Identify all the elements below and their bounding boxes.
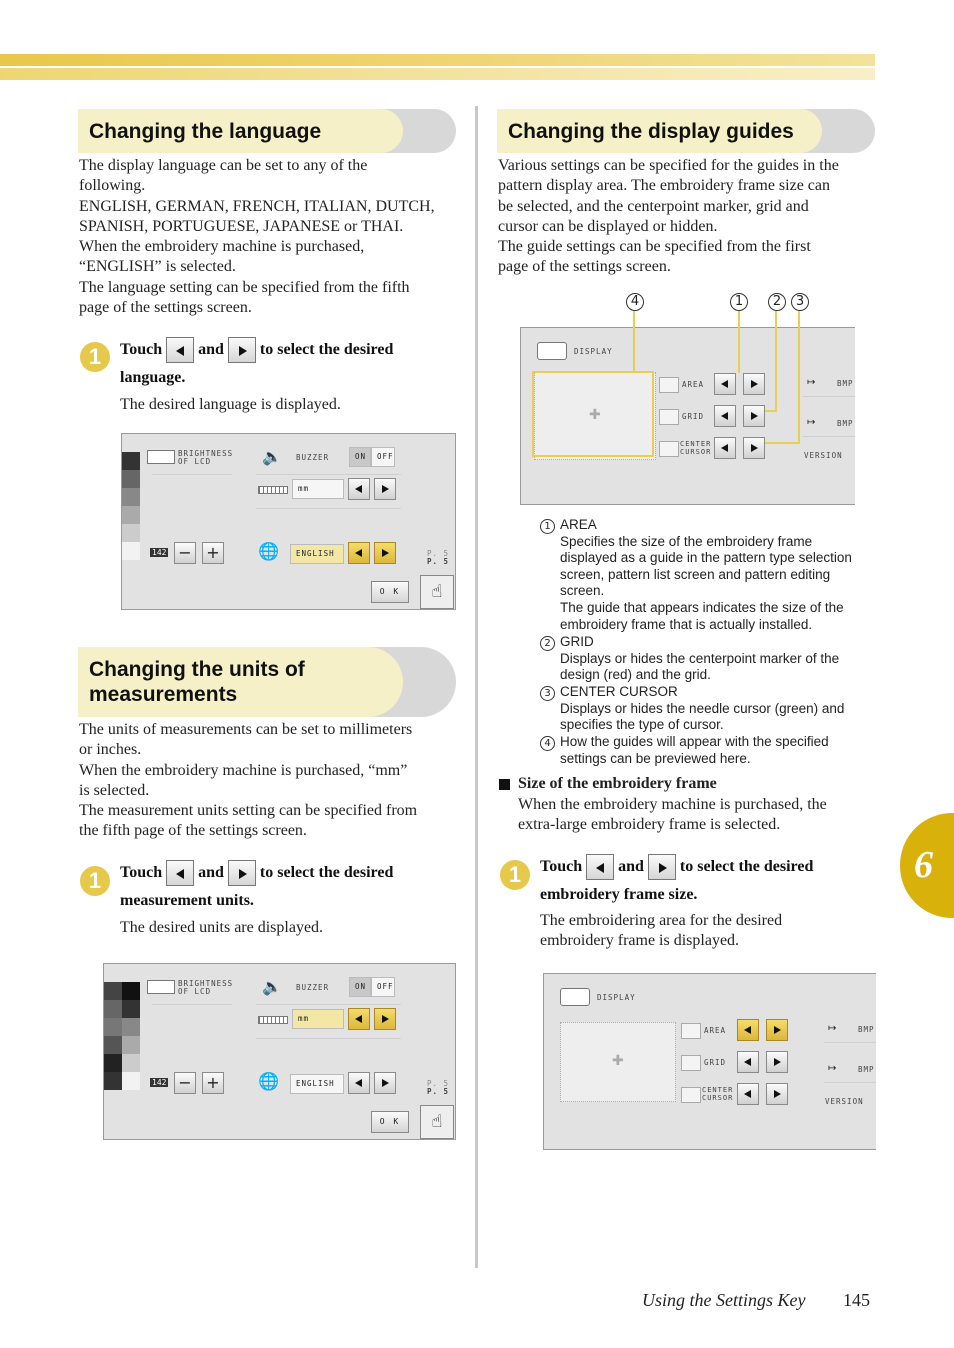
brightness-swatch: [122, 1072, 140, 1090]
settings-screen-units: [103, 963, 456, 1140]
language-body: The display language can be set to any of the following. ENGLISH, GERMAN, FRENCH, ITALIAN, DUTCH, SPANISH, PORTUGUESE, JAPANESE or THAI. When the embroidery machine is purchased, “ENGLISH” is selected. The language setting can be specified from the fifth page of the settings screen.: [79, 157, 435, 317]
speaker-icon: 🔈: [262, 977, 282, 996]
legend-num: 1: [540, 519, 555, 534]
display-screen-frame: [543, 973, 876, 1150]
legend-num: 3: [540, 686, 555, 701]
brightness-swatch: [122, 1000, 140, 1018]
counter-badge: 142: [152, 1078, 167, 1087]
guides-step: Touch and to select the desired embroidery frame size.: [540, 853, 880, 909]
buzzer-on-toggle[interactable]: ON: [349, 447, 371, 467]
ruler-icon: [258, 1016, 288, 1024]
footer-title: Using the Settings Key: [642, 1290, 806, 1310]
leader-line-2: [775, 311, 777, 411]
cursor-icon: [659, 441, 679, 457]
units-result: The desired units are displayed.: [120, 919, 324, 936]
section-header-units: [78, 647, 456, 717]
subhead-frame-size: Size of the embroidery frame: [518, 775, 717, 792]
square-bullet-icon: [499, 779, 510, 790]
area-label: AREA: [704, 1026, 727, 1035]
speaker-icon: 🔈: [262, 447, 282, 466]
brightness-swatch: [122, 1018, 140, 1036]
grid-right-button[interactable]: [766, 1051, 788, 1073]
section-title: Changing the language: [89, 120, 322, 143]
right-arrow-key-icon: [228, 860, 256, 886]
buzzer-label: BUZZER: [296, 453, 330, 462]
step-number: 1: [80, 342, 110, 372]
hand-icon[interactable]: ☝: [420, 575, 454, 609]
grid-left-button[interactable]: [714, 405, 736, 427]
section-title: Changing the display guides: [508, 120, 794, 143]
brightness-swatch: [104, 1036, 122, 1054]
guides-result: The embroidering area for the desired embroidery frame is displayed.: [540, 912, 783, 950]
brightness-label: BRIGHTNESS OF LCD: [178, 449, 234, 466]
cursor-right-button[interactable]: [766, 1083, 788, 1105]
counter-badge: 142: [152, 548, 167, 557]
section-header-guides: [497, 109, 875, 153]
brightness-swatch: [122, 982, 140, 1000]
header-stripe-bottom: [0, 68, 875, 80]
legend-item-area: AREA Specifies the size of the embroidery frame displayed as a guide in the pattern type selection screen, pattern list screen and pattern editing screen. The guide that appears indicates the size of the embroidery frame that is actually installed.: [560, 517, 852, 632]
ok-button[interactable]: O K: [371, 1111, 409, 1133]
page-indicator: P. 5 P. 5: [427, 549, 450, 566]
area-left-button[interactable]: [737, 1019, 759, 1041]
unit-left-button[interactable]: [348, 1008, 370, 1030]
grid-icon: [659, 409, 679, 425]
brightness-swatch: [122, 506, 140, 524]
area-right-button[interactable]: [766, 1019, 788, 1041]
page-number: 145: [843, 1290, 870, 1310]
buzzer-off-toggle[interactable]: OFF: [371, 977, 395, 997]
right-arrow-key-icon: [228, 337, 256, 363]
leader-line-3: [798, 311, 800, 444]
preview-area: [560, 1022, 676, 1102]
brightness-swatch: [122, 1036, 140, 1054]
cursor-left-button[interactable]: [737, 1083, 759, 1105]
bmp-label: BMP: [858, 1065, 875, 1074]
language-left-button[interactable]: [348, 542, 370, 564]
guides-body: Various settings can be specified for the guides in the pattern display area. The embroidery frame size can be selected, and the centerpoint marker, grid and cursor can be displayed or hidden. The guide settings can be specified from the first page of the settings screen.: [498, 157, 839, 276]
leader-line-3h: [765, 442, 800, 444]
center-cursor-label: CENTER CURSOR: [680, 440, 712, 456]
brightness-minus-button[interactable]: [174, 542, 196, 564]
frame-height-icon: ↦: [807, 417, 816, 428]
display-icon: [537, 342, 567, 360]
legend-num: 2: [540, 636, 555, 651]
leader-line-1: [738, 311, 740, 373]
brightness-plus-button[interactable]: [202, 542, 224, 564]
brightness-swatch: [122, 542, 140, 560]
center-cursor-label: CENTER CURSOR: [702, 1086, 734, 1102]
brightness-swatch: [104, 1018, 122, 1036]
version-label: VERSION: [804, 451, 843, 460]
hand-icon[interactable]: ☝: [420, 1105, 454, 1139]
section-title: Changing the units of measurements: [89, 658, 305, 706]
language-step: Touch and to select the desired language.: [120, 336, 460, 392]
center-marker-icon: ✚: [612, 1053, 624, 1069]
buzzer-on-toggle[interactable]: ON: [349, 977, 371, 997]
ok-button[interactable]: O K: [371, 581, 409, 603]
callout-4: 4: [626, 293, 644, 311]
cursor-icon: [681, 1087, 701, 1103]
left-arrow-key-icon: [166, 337, 194, 363]
step-number: 1: [500, 860, 530, 890]
buzzer-label: BUZZER: [296, 983, 330, 992]
grid-icon: [681, 1055, 701, 1071]
highlight-preview-box: [532, 371, 654, 457]
legend-item-center-cursor: CENTER CURSOR Displays or hides the needle cursor (green) and specifies the type of cursor.: [560, 684, 845, 733]
brightness-swatch: [122, 524, 140, 542]
grid-label: GRID: [704, 1058, 727, 1067]
cursor-right-button[interactable]: [743, 437, 765, 459]
section-header-language: [78, 109, 456, 153]
contrast-icon: [147, 450, 175, 464]
grid-right-button[interactable]: [743, 405, 765, 427]
frame-height-icon: ↦: [828, 1063, 837, 1074]
display-icon: [560, 988, 590, 1006]
unit-field: mm: [292, 479, 344, 499]
unit-right-button[interactable]: [374, 1008, 396, 1030]
language-field: ENGLISH: [290, 544, 344, 564]
contrast-icon: [147, 980, 175, 994]
brightness-swatch: [104, 982, 122, 1000]
units-body: The units of measurements can be set to millimeters or inches. When the embroidery machine is purchased, “mm” is selected. The measurement units setting can be specified from the fifth page of the settings screen.: [79, 721, 418, 840]
callout-2: 2: [768, 293, 786, 311]
chapter-number: 6: [914, 844, 933, 886]
brightness-swatch: [122, 452, 140, 470]
brightness-swatch: [122, 470, 140, 488]
globe-icon: 🌐: [258, 542, 280, 562]
legend-num: 4: [540, 736, 555, 751]
version-label: VERSION: [825, 1097, 864, 1106]
legend-item-preview: How the guides will appear with the specified settings can be previewed here.: [560, 734, 829, 766]
left-arrow-key-icon: [166, 860, 194, 886]
step-number: 1: [80, 866, 110, 896]
bmp-label: BMP: [858, 1025, 875, 1034]
callout-3: 3: [791, 293, 809, 311]
right-arrow-key-icon: [648, 854, 676, 880]
brightness-swatch: [104, 1072, 122, 1090]
frame-width-icon: ↦: [828, 1023, 837, 1034]
language-result: The desired language is displayed.: [120, 396, 341, 413]
legend-item-grid: GRID Displays or hides the centerpoint marker of the design (red) and the grid.: [560, 634, 840, 683]
globe-icon: 🌐: [258, 1072, 280, 1092]
center-marker-icon: ✚: [589, 407, 601, 423]
brightness-minus-button[interactable]: [174, 1072, 196, 1094]
subhead-body: When the embroidery machine is purchased, the extra-large embroidery frame is selected.: [518, 796, 827, 834]
language-left-button[interactable]: [348, 1072, 370, 1094]
grid-label: GRID: [682, 412, 705, 421]
display-label: DISPLAY: [597, 993, 636, 1002]
display-label: DISPLAY: [574, 347, 613, 356]
brightness-plus-button[interactable]: [202, 1072, 224, 1094]
area-icon: [681, 1023, 701, 1039]
area-right-button[interactable]: [743, 373, 765, 395]
area-left-button[interactable]: [714, 373, 736, 395]
brightness-swatch: [104, 1000, 122, 1018]
cursor-left-button[interactable]: [714, 437, 736, 459]
brightness-swatch: [122, 1054, 140, 1072]
unit-field: mm: [292, 1009, 344, 1029]
brightness-swatch: [104, 1054, 122, 1072]
buzzer-off-toggle[interactable]: OFF: [371, 447, 395, 467]
area-label: AREA: [682, 380, 705, 389]
ruler-icon: [258, 486, 288, 494]
header-stripe-top: [0, 54, 875, 66]
leader-line-2h: [765, 410, 777, 412]
grid-left-button[interactable]: [737, 1051, 759, 1073]
leader-line-4: [633, 311, 635, 373]
unit-left-button[interactable]: [348, 478, 370, 500]
language-field: ENGLISH: [290, 1074, 344, 1094]
callout-1: 1: [730, 293, 748, 311]
left-arrow-key-icon: [586, 854, 614, 880]
bmp-label: BMP: [837, 379, 854, 388]
language-right-button[interactable]: [374, 1072, 396, 1094]
bmp-label: BMP: [837, 419, 854, 428]
page-indicator: P. 5 P. 5: [427, 1079, 450, 1096]
column-divider: [475, 106, 478, 1268]
unit-right-button[interactable]: [374, 478, 396, 500]
units-step: Touch and to select the desired measurement units.: [120, 859, 460, 915]
area-icon: [659, 377, 679, 393]
frame-width-icon: ↦: [807, 377, 816, 388]
brightness-swatch: [122, 488, 140, 506]
brightness-label: BRIGHTNESS OF LCD: [178, 979, 234, 996]
language-right-button[interactable]: [374, 542, 396, 564]
settings-screen-language: [121, 433, 456, 610]
